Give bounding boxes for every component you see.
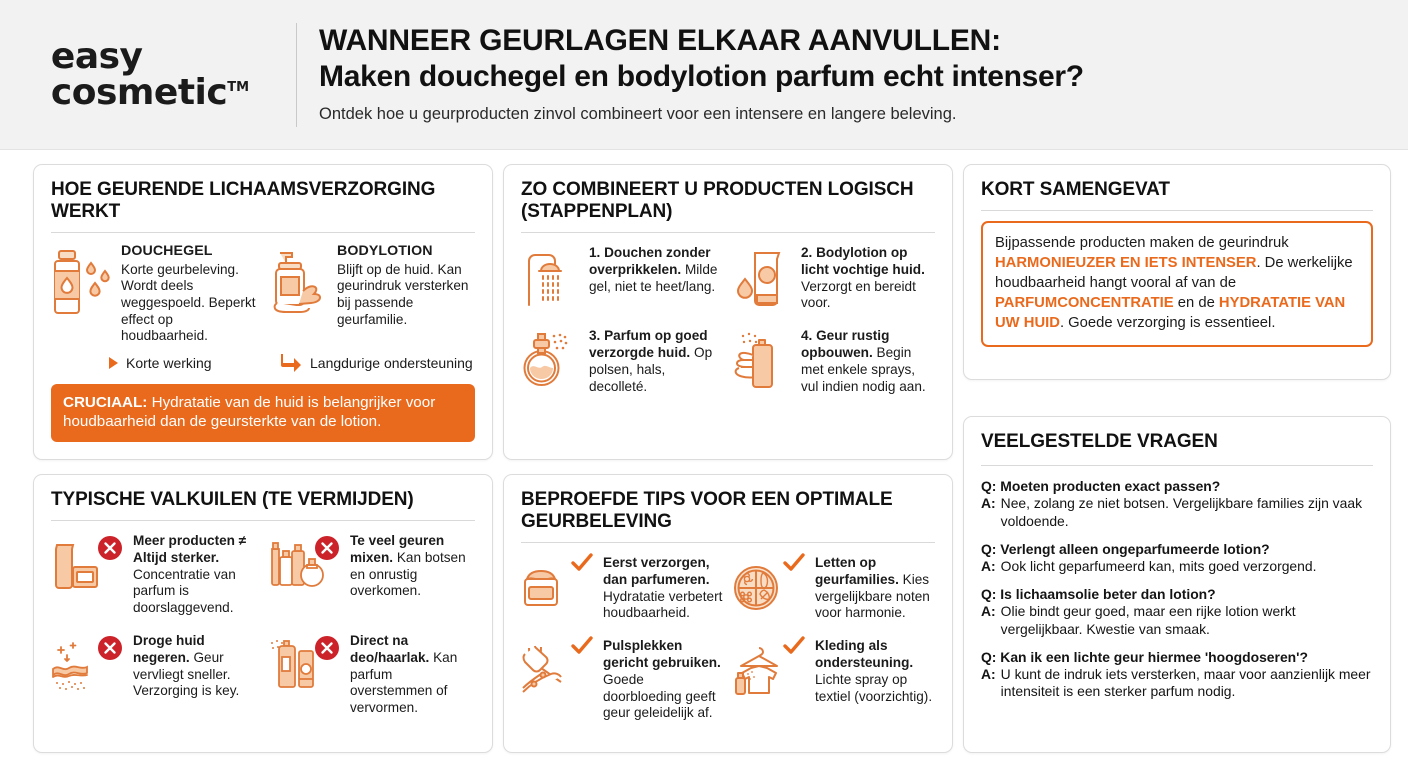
step-1-bold: 1. Douchen zonder overprikkelen.: [589, 245, 711, 277]
faq-q-text: Verlengt alleen ongeparfumeerde lotion?: [1000, 540, 1270, 557]
faq-a-label: A:: [981, 666, 996, 683]
pitfall-4-bold: Direct na deo/haarlak.: [350, 632, 430, 665]
faq-a-text: U kunt de indruk iets versterken, maar voor aanzienlijk meer intensiteit is een sterker parfum nodig.: [1000, 666, 1371, 700]
faq-answer: [981, 558, 1373, 575]
card-summary-title: KORT SAMENGEVAT: [981, 179, 1170, 200]
faq-question: [981, 586, 1373, 603]
faq-list: [981, 478, 1373, 701]
card-tips-title-line-2: GEURBELEVING: [521, 511, 672, 533]
dry-skin-icon: [51, 633, 125, 717]
deo-hairspray-icon: [268, 633, 342, 717]
crucial-text: Hydratatie van de huid is belangrijker voor houdbaarheid dan de geursterkte van de lotion.: [63, 394, 436, 431]
steps-grid: [521, 245, 935, 395]
pitfall-1-rest: Concentratie van parfum is doorslaggevend.: [133, 566, 236, 616]
faq-answer: [981, 666, 1373, 700]
pitfall-1: [51, 533, 258, 617]
faq-item: [981, 478, 1373, 530]
check-icon: [783, 553, 805, 573]
tip-2-rest: Kies vergelijkbare noten voor harmonie.: [815, 571, 930, 621]
many-bottles-icon: [268, 533, 342, 617]
product-douchegel: [51, 243, 259, 345]
pitfall-3-text: [133, 633, 258, 717]
x-badge-icon: [97, 635, 123, 661]
faq-item: [981, 541, 1373, 575]
tag-korte-werking-label: Korte werking: [126, 355, 212, 372]
step-2-rest: Verzorgt en bereidt voor.: [801, 278, 916, 311]
card-pitfalls-title-main: TYPISCHE VALKUILEN: [51, 489, 257, 510]
divider: [981, 210, 1373, 211]
step-2: [733, 245, 935, 312]
tip-3: [521, 638, 723, 722]
pitfall-2-rest: Kan botsen en onrustig overkomen.: [350, 549, 466, 599]
summary-part-2: . De werkelijke houdbaarheid hangt vooral af van de: [995, 255, 1353, 292]
pitfall-1-text: [133, 533, 258, 617]
card-steps-title-line-2: (STAPPENPLAN): [521, 201, 673, 223]
step-4-rest: Begin met enkele sprays, vul indien nodig aan.: [801, 344, 926, 394]
pitfall-3: [51, 633, 258, 717]
card-faq-title: VEELGESTELDE VRAGEN: [981, 431, 1218, 452]
pitfall-3-bold: Droge huid negeren.: [133, 632, 205, 665]
x-badge-icon: [314, 535, 340, 561]
shirt-hanger-spray-icon: [733, 638, 807, 722]
scent-families-wheel-icon: [733, 555, 807, 622]
effect-tags: [51, 353, 475, 373]
faq-answer: [981, 495, 1373, 529]
faq-question: [981, 649, 1373, 666]
faq-q-label: Q:: [981, 540, 997, 557]
x-badge-icon: [97, 535, 123, 561]
step-2-bold: 2. Bodylotion op licht vochtige huid.: [801, 245, 925, 277]
logo-trademark: TM: [227, 79, 250, 95]
product-columns: [51, 243, 475, 345]
tube-and-jar-icon: [51, 533, 125, 617]
card-faq: [963, 416, 1391, 753]
tips-grid: [521, 555, 935, 722]
step-3-bold: 3. Parfum op goed verzorgde huid.: [589, 328, 708, 360]
faq-a-label: A:: [981, 495, 996, 512]
card-tips-title: [521, 489, 935, 533]
summary-box: [981, 221, 1373, 347]
faq-answer: [981, 603, 1373, 637]
pitfall-2-bold: Te veel geuren mixen.: [350, 533, 445, 565]
divider: [521, 232, 935, 233]
step-3-rest: Op polsen, hals, decolleté.: [589, 344, 713, 394]
cards-grid: [0, 150, 1408, 768]
faq-q-text: Moeten producten exact passen?: [1000, 478, 1221, 495]
hand-holding-spray-icon: [733, 328, 793, 395]
product-bodylotion-name: BODYLOTION: [337, 243, 433, 260]
tip-2-bold: Letten op geurfamilies.: [815, 555, 899, 587]
tip-1-text: [603, 555, 723, 622]
page-header: [0, 0, 1408, 150]
arrow-elbow-right-icon: [281, 353, 303, 373]
faq-a-label: A:: [981, 603, 996, 620]
x-badge-icon: [314, 635, 340, 661]
pitfall-4-rest: Kan parfum overstemmen of vervormen.: [350, 649, 458, 716]
product-bodylotion-text: [337, 243, 475, 345]
pitfalls-grid: [51, 533, 475, 717]
tip-1-rest: Hydratatie verbetert houdbaarheid.: [603, 588, 723, 621]
page-title-line-2: Maken douchegel en bodylotion parfum echt intenser?: [319, 59, 1084, 93]
faq-q-text: Kan ik een lichte geur hiermee 'hoogdoseren'?: [1000, 648, 1308, 665]
logo-line-2: [50, 71, 250, 113]
card-how-it-works: [33, 164, 493, 460]
tip-2-text: [815, 555, 935, 622]
summary-part-4: en de: [1173, 295, 1219, 312]
summary-highlight-1: HARMONIEUZER EN IETS INTENSER: [995, 255, 1257, 272]
logo-line-1: easy: [50, 36, 143, 78]
summary-highlight-5: HYDRATATIE VAN UW HUID: [995, 295, 1346, 332]
card-steps-title-line-1: ZO COMBINEERT U PRODUCTEN LOGISCH: [521, 179, 914, 200]
faq-q-text: Is lichaamsolie beter dan lotion?: [1000, 586, 1216, 603]
crucial-label: CRUCIAAL:: [63, 394, 148, 412]
check-icon: [571, 553, 593, 573]
faq-a-text: Nee, zolang ze niet botsen. Vergelijkbare families zijn vaak voldoende.: [1000, 495, 1363, 529]
divider: [981, 465, 1373, 466]
page-subtitle: Ontdek hoe u geurproducten zinvol combineert voor een intensere en langere beleving.: [319, 104, 957, 123]
step-1: [521, 245, 723, 312]
triangle-right-icon: [108, 356, 119, 370]
card-pitfalls-title: [51, 489, 475, 511]
card-summary: [963, 164, 1391, 380]
product-douchegel-text: [121, 243, 259, 345]
step-3-text: [589, 328, 723, 395]
step-4: [733, 328, 935, 395]
faq-item: [981, 586, 1373, 638]
summary-part-0: Bijpassende producten maken de geurindruk: [995, 235, 1289, 252]
tip-1-bold: Eerst verzorgen, dan parfumeren.: [603, 555, 710, 587]
tip-1: [521, 555, 723, 622]
tag-langdurige-ondersteuning: [267, 353, 475, 373]
pulse-points-arm-icon: [521, 638, 595, 722]
faq-q-label: Q:: [981, 648, 997, 665]
card-tips-title-line-1: BEPROEFDE TIPS VOOR EEN OPTIMALE: [521, 489, 893, 510]
pitfall-2: [268, 533, 475, 617]
step-3: [521, 328, 723, 395]
faq-q-label: Q:: [981, 586, 997, 603]
step-4-bold: 4. Geur rustig opbouwen.: [801, 328, 890, 360]
product-douchegel-name: DOUCHEGEL: [121, 243, 213, 260]
logo-line-2-text: cosmetic: [50, 71, 228, 113]
tip-4: [733, 638, 935, 722]
summary-part-6: . Goede verzorging is essentieel.: [1059, 315, 1276, 332]
card-how-title: HOE GEURENDE LICHAAMSVERZORGING WERKT: [51, 179, 436, 223]
header-text-block: [297, 24, 1100, 124]
pitfall-4: [268, 633, 475, 717]
step-1-text: [589, 245, 723, 312]
summary-highlight-3: PARFUMCONCENTRATIE: [995, 295, 1174, 312]
card-steps-title: [521, 179, 935, 223]
tip-2: [733, 555, 935, 622]
tip-3-text: [603, 638, 723, 722]
card-steps: [503, 164, 953, 460]
tip-4-bold: Kleding als ondersteuning.: [815, 638, 914, 670]
tag-langdurige-label: Langdurige ondersteuning: [310, 355, 473, 372]
tag-korte-werking: [51, 353, 259, 373]
pitfall-3-rest: Geur vervliegt sneller. Verzorging is key.: [133, 649, 240, 699]
tip-4-text: [815, 638, 935, 722]
product-douchegel-desc: Korte geurbeleving. Wordt deels weggespoeld. Beperkt effect op houdbaarheid.: [121, 261, 256, 344]
step-4-text: [801, 328, 935, 395]
product-bodylotion-desc: Blijft op de huid. Kan geurindruk versterken bij passende geurfamilie.: [337, 261, 469, 327]
cream-jar-icon: [521, 555, 595, 622]
step-1-rest: Milde gel, niet te heet/lang.: [589, 261, 718, 294]
shower-head-icon: [521, 245, 581, 312]
tip-3-rest: Goede doorbloeding geeft geur geleidelijk af.: [603, 671, 716, 721]
perfume-flacon-spray-icon: [521, 328, 581, 395]
divider: [51, 520, 475, 521]
check-icon: [783, 636, 805, 656]
faq-item: [981, 649, 1373, 701]
card-tips: [503, 474, 953, 753]
crucial-callout: [51, 384, 475, 442]
check-icon: [571, 636, 593, 656]
brand-logo: [0, 0, 296, 149]
pitfall-4-text: [350, 633, 475, 717]
card-pitfalls: [33, 474, 493, 753]
faq-q-label: Q:: [981, 478, 997, 495]
faq-question: [981, 541, 1373, 558]
tip-3-bold: Pulsplekken gericht gebruiken.: [603, 638, 721, 670]
pitfall-1-bold: Meer producten ≠ Altijd sterker.: [133, 533, 247, 565]
shower-gel-bottle-icon: [51, 243, 115, 345]
card-pitfalls-title-sub: (TE VERMIJDEN): [256, 489, 414, 510]
faq-a-text: Ook licht geparfumeerd kan, mits goed verzorgend.: [1000, 557, 1317, 574]
faq-a-text: Olie bindt geur goed, maar een rijke lotion werkt vergelijkbaar. Kwestie van smaak.: [1000, 603, 1296, 637]
pitfall-2-text: [350, 533, 475, 617]
page-title-line-1: WANNEER GEURLAGEN ELKAAR AANVULLEN:: [319, 24, 1001, 58]
lotion-tube-drop-icon: [733, 245, 793, 312]
tip-4-rest: Lichte spray op textiel (voorzichtig).: [815, 671, 933, 704]
divider: [521, 542, 935, 543]
step-2-text: [801, 245, 935, 312]
divider: [51, 232, 475, 233]
lotion-pump-hand-icon: [267, 243, 331, 345]
faq-a-label: A:: [981, 557, 996, 574]
faq-question: [981, 478, 1373, 495]
product-bodylotion: [267, 243, 475, 345]
